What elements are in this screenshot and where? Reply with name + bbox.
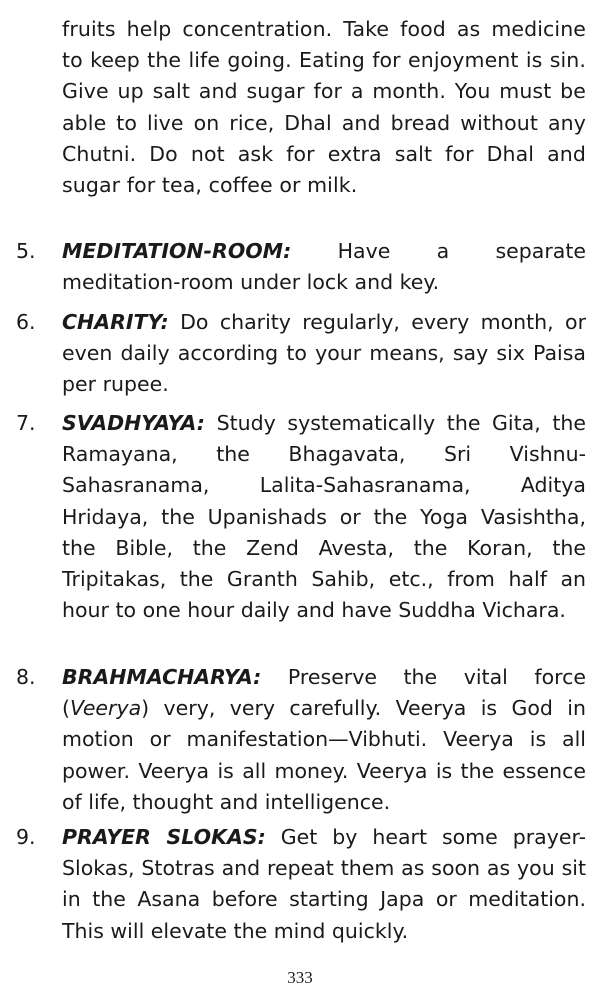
item-heading: SVADHYAYA:	[62, 411, 205, 435]
item-body	[62, 307, 586, 401]
list-item-6	[16, 307, 586, 401]
item-text: Study systematically the Gita, the Ramayana, the Bhagavata, Sri Vishnu-Sahasranama, Lalita-Sahasranama, Aditya Hridaya, the Upanishads or the Yoga Vasishtha, the Bible, the Zend Avesta, the Koran, the Tripitakas, the Granth Sahib, etc., from half an hour to one hour daily and have Suddha Vichara.	[62, 411, 586, 623]
item-text: Have a separate meditation-room under lock and key.	[62, 239, 586, 295]
list-item-7	[16, 408, 586, 626]
item-text: Do charity regularly, every month, or even daily according to your means, say six Paisa per rupee.	[62, 310, 586, 397]
item-text: Preserve the vital force (	[62, 665, 586, 721]
item-body	[62, 662, 586, 818]
continued-paragraph: fruits help concentration. Take food as medicine to keep the life going. Eating for enjoyment is sin. Give up salt and sugar for a month. You must be able to live on rice, Dhal and bread without any Chutni. Do not ask for extra salt for Dhal and sugar for tea, coffee or milk.	[62, 17, 586, 198]
item-body	[62, 408, 586, 626]
item-heading: BRAHMACHARYA:	[62, 665, 262, 689]
item-text: Get by heart some prayer-Slokas, Stotras and repeat them as soon as you sit in the Asana before starting Japa or meditation. This will elevate the mind quickly.	[62, 825, 586, 943]
page-number: 333	[287, 968, 313, 987]
item-body	[62, 822, 586, 947]
list-item-9	[16, 822, 586, 947]
item-body	[62, 236, 586, 298]
item-heading: PRAYER SLOKAS:	[62, 825, 266, 849]
list-item-5	[16, 236, 586, 298]
list-item-8	[16, 662, 586, 818]
item-number: 6.	[16, 310, 36, 334]
item-number: 9.	[16, 825, 36, 849]
item-italic-term: Veerya	[70, 696, 142, 721]
item-number: 7.	[16, 411, 36, 435]
item-heading: CHARITY:	[62, 310, 169, 334]
item-number: 5.	[16, 239, 36, 263]
item-heading: MEDITATION-ROOM:	[62, 239, 292, 263]
item-text: ) very, very carefully. Veerya is God in motion or manifestation—Vibhuti. Veerya is all power. Veerya is all money. Veerya is the essence of life, thought and intelligence.	[62, 696, 586, 814]
item-number: 8.	[16, 665, 36, 689]
